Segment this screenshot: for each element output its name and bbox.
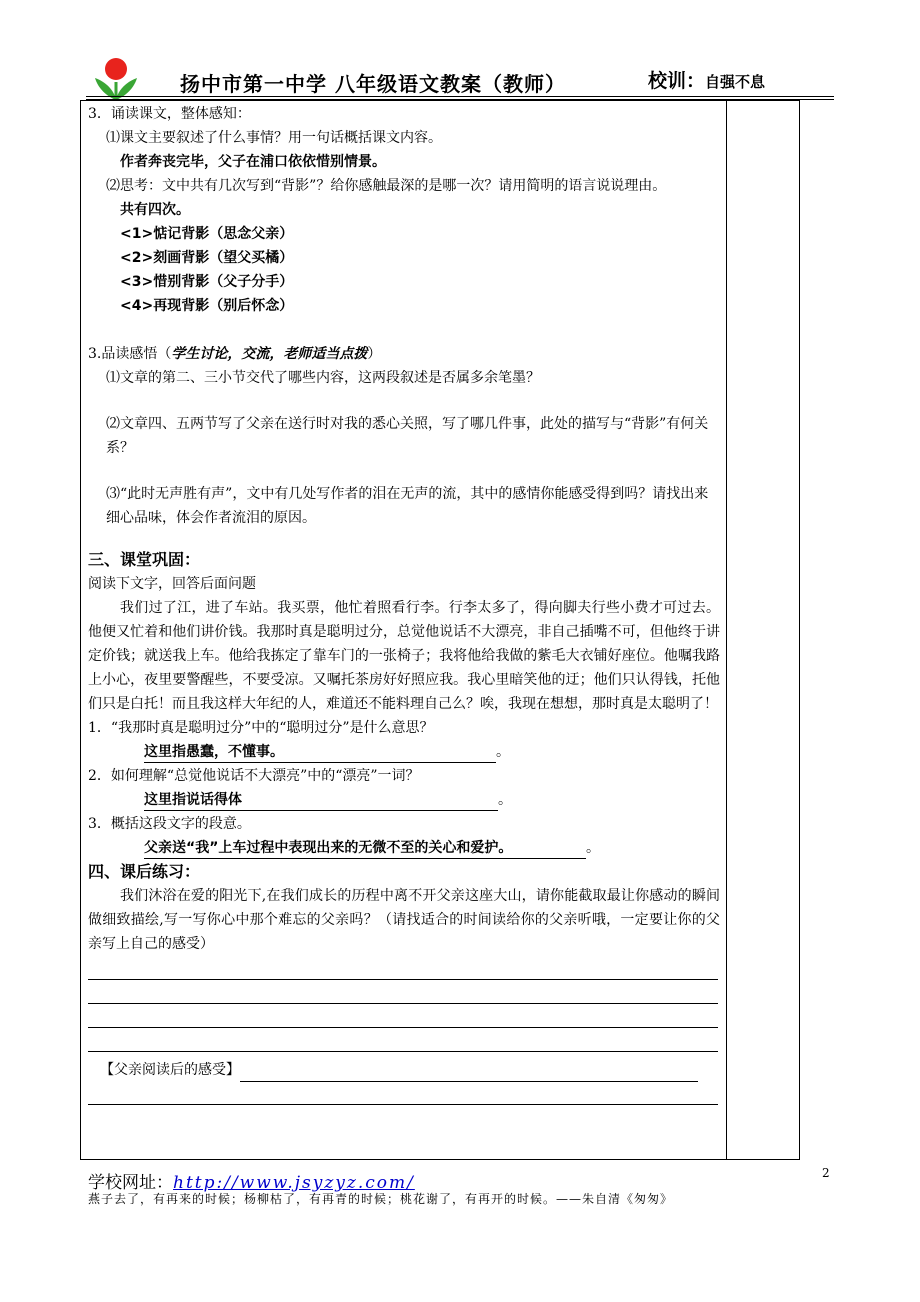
comprehension-answer-2: 这里指说话得体 (144, 790, 498, 811)
section-title: 3．诵读课文，整体感知： (88, 106, 251, 122)
motto-label: 校训： (648, 70, 706, 92)
reading-passage: 我们过了江，进了车站。我买票，他忙着照看行李。行李太多了，得向脚夫行些小费才可过去。他便又忙着和他们讲价钱。我那时真是聪明过分，总觉他说话不大漂亮，非自己插嘴不可，但他终于讲定价钱；就送我上车。他给我拣定了靠车门的一张椅子；我将他给我做的紫毛大衣铺好座位。他嘱我路上小心，夜里要警醒些，不要受凉。又嘱托茶房好好照应我。我心里暗笑他的迂；他们只认得钱，托他们只是白托！而且我这样大年纪的人，难道还不能料理自己么？唉，我现在想想，那时真是太聪明了！ (88, 600, 720, 712)
comprehension-answer-2-row (88, 788, 720, 812)
reading-intro: 阅读下文字，回答后面问题 (88, 576, 256, 592)
answer-period: 。 (586, 840, 600, 856)
website-link[interactable]: http://www.jsyzyz.com/ (173, 1173, 415, 1193)
answer-2-item: <3>惜别背影（父子分手） (120, 274, 294, 290)
section-four-heading: 四、课后练习： (88, 862, 201, 881)
writing-line[interactable] (88, 1003, 718, 1004)
comprehension-question-2: 2．如何理解“总觉他说话不大漂亮”中的“漂亮”一词？ (88, 768, 420, 784)
comprehension-question-3: 3．概括这段文字的段意。 (88, 816, 251, 832)
school-motto (648, 66, 765, 93)
answer-2-item: <2>刻画背影（望父买橘） (120, 250, 294, 266)
writing-line[interactable] (88, 1104, 718, 1105)
appreciation-label: 3.品读感悟（ (88, 346, 172, 362)
answer-2-item: <1>惦记背影（思念父亲） (120, 226, 294, 242)
lesson-content (88, 102, 720, 1105)
writing-line[interactable] (88, 979, 718, 980)
prompt-3: ⑶“此时无声胜有声”，文中有几处写作者的泪在无声的流，其中的感情你能感受得到吗？请找出来细心品味，体会作者流泪的原因。 (106, 486, 709, 526)
appreciation-close: ） (367, 346, 382, 362)
footer-quote: 燕子去了，有再来的时候；杨柳枯了，有再青的时候；桃花谢了，有再开的时候。——朱自清《匆匆》 (88, 1192, 674, 1206)
father-feedback-field[interactable] (240, 1063, 698, 1082)
website-label: 学校网址： (88, 1173, 173, 1193)
answer-1: 作者奔丧完毕，父子在浦口依依惜别情景。 (120, 154, 386, 170)
section-three-heading: 三、课堂巩固： (88, 550, 201, 569)
section-title-appreciation (88, 342, 720, 366)
question-1: ⑴课文主要叙述了什么事情？用一句话概括课文内容。 (106, 130, 442, 146)
document-header-title: 扬中市第一中学 八年级语文教案（教师） (180, 72, 566, 96)
comprehension-answer-1: 这里指愚蠢，不懂事。 (144, 742, 496, 763)
prompt-2: ⑵文章四、五两节写了父亲在送行时对我的悉心关照，写了哪几件事，此处的描写与“背影”有何关系？ (106, 416, 709, 456)
writing-line[interactable] (88, 1027, 718, 1028)
answer-2-item: <4>再现背影（别后怀念） (120, 298, 294, 314)
table-column-divider (726, 100, 727, 1160)
comprehension-answer-1-row (88, 740, 720, 764)
header-rule (86, 96, 834, 97)
appreciation-hint: 学生讨论，交流，老师适当点拨 (171, 346, 368, 362)
father-feedback-label: 【父亲阅读后的感受】 (100, 1062, 240, 1078)
comprehension-answer-3-row (88, 836, 720, 860)
prompt-1: ⑴文章的第二、三小节交代了哪些内容，这两段叙述是否属多余笔墨？ (106, 370, 540, 386)
father-feedback-row (88, 1058, 720, 1082)
comprehension-answer-3: 父亲送“我”上车过程中表现出来的无微不至的关心和爱护。 (144, 838, 586, 859)
exercise-prompt: 我们沐浴在爱的阳光下,在我们成长的历程中离不开父亲这座大山，请你能截取最让你感动的瞬间做细致描绘,写一写你心中那个难忘的父亲吗？（请找适合的时间读给你的父亲听哦，一定要让你的父亲写上自己的感受） (88, 888, 720, 952)
comprehension-question-1: 1．“我那时真是聪明过分”中的“聪明过分”是什么意思？ (88, 720, 434, 736)
page-number: 2 (822, 1166, 830, 1180)
writing-line[interactable] (88, 1051, 718, 1052)
answer-2-title: 共有四次。 (120, 202, 190, 218)
motto-value: 自强不息 (705, 73, 766, 91)
question-2: ⑵思考：文中共有几次写到“背影”？给你感触最深的是哪一次？请用简明的语言说说理由。 (106, 178, 667, 194)
answer-period: 。 (496, 744, 510, 760)
answer-period: 。 (498, 792, 512, 808)
